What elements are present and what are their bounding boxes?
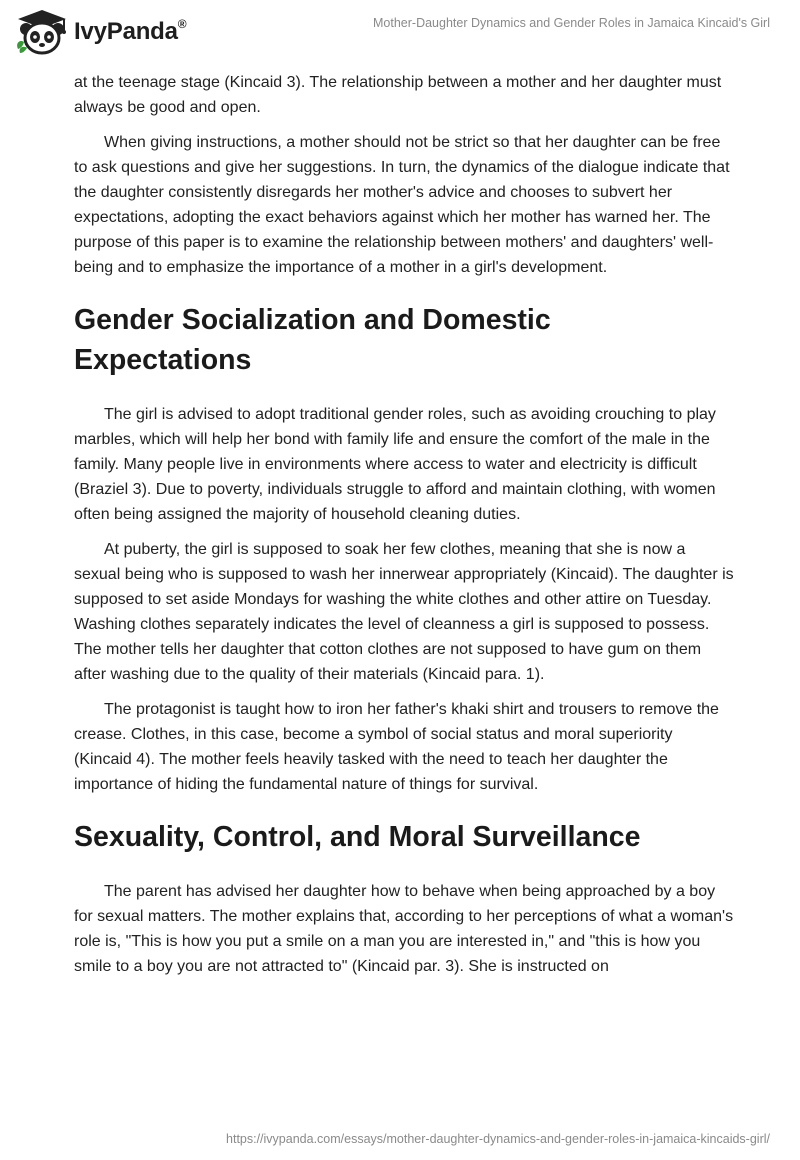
paragraph: The parent has advised her daughter how to behave when being approached by a boy for sexual matters. The mother explains that, according to her perceptions of what a woman's role is, "This is how you put a smile on a man you are interested in," and "this is how you smile to a boy you are not attracted to" (Kincaid par. 3). She is instructed on <box>74 883 734 975</box>
paragraph: The protagonist is taught how to iron her father's khaki shirt and trousers to remove the crease. Clothes, in this case, become a symbol of social status and moral superiority (Kincaid 4). The mother feels heavily tasked with the need to teach her daughter the importance of hiding the fundamental nature of things for survival. <box>74 701 719 793</box>
page-header <box>0 0 800 72</box>
essay-body <box>74 70 734 989</box>
registered-mark: ® <box>177 17 187 31</box>
paragraph: When giving instructions, a mother should not be strict so that her daughter can be free to ask questions and give her suggestions. In turn, the dynamics of the dialogue indicate that the daughter consistently disregards her mother's advice and chooses to subvert her expectations, adopting the exact behaviors against which her mother has warned her. The purpose of this paper is to examine the relationship between mothers' and daughters' well-being and to emphasize the importance of a mother in a girl's development. <box>74 134 730 276</box>
section-heading: Gender Socialization and Domestic Expectations <box>74 304 551 376</box>
paragraph: The girl is advised to adopt traditional gender roles, such as avoiding crouching to play marbles, which will help her bond with family life and ensure the comfort of the male in the family. Many people live in environments where access to water and electricity is difficult (Braziel 3). Due to poverty, individuals struggle to afford and maintain clothing, with women often being assigned the majority of household cleaning duties. <box>74 406 716 523</box>
document-title: Mother-Daughter Dynamics and Gender Roles in Jamaica Kincaid's Girl <box>373 16 770 30</box>
source-url[interactable]: https://ivypanda.com/essays/mother-daughter-dynamics-and-gender-roles-in-jamaica-kincaids-girl/ <box>226 1132 770 1146</box>
paragraph: At puberty, the girl is supposed to soak her few clothes, meaning that she is now a sexual being who is supposed to wash her innerwear appropriately (Kincaid). The daughter is supposed to set aside Mondays for washing the white clothes and other attire on Tuesday. Washing clothes separately indicates the level of cleanness a girl is supposed to possess. The mother tells her daughter that cotton clothes are not supposed to have gum on them after washing due to the quality of their materials (Kincaid para. 1). <box>74 541 734 683</box>
ivypanda-logo-icon[interactable] <box>14 9 70 55</box>
section-heading: Sexuality, Control, and Moral Surveillance <box>74 821 641 853</box>
paragraph: at the teenage stage (Kincaid 3). The relationship between a mother and her daughter must always be good and open. <box>74 74 722 116</box>
brand-name[interactable] <box>74 18 186 46</box>
brand-label: IvyPanda <box>74 18 178 45</box>
